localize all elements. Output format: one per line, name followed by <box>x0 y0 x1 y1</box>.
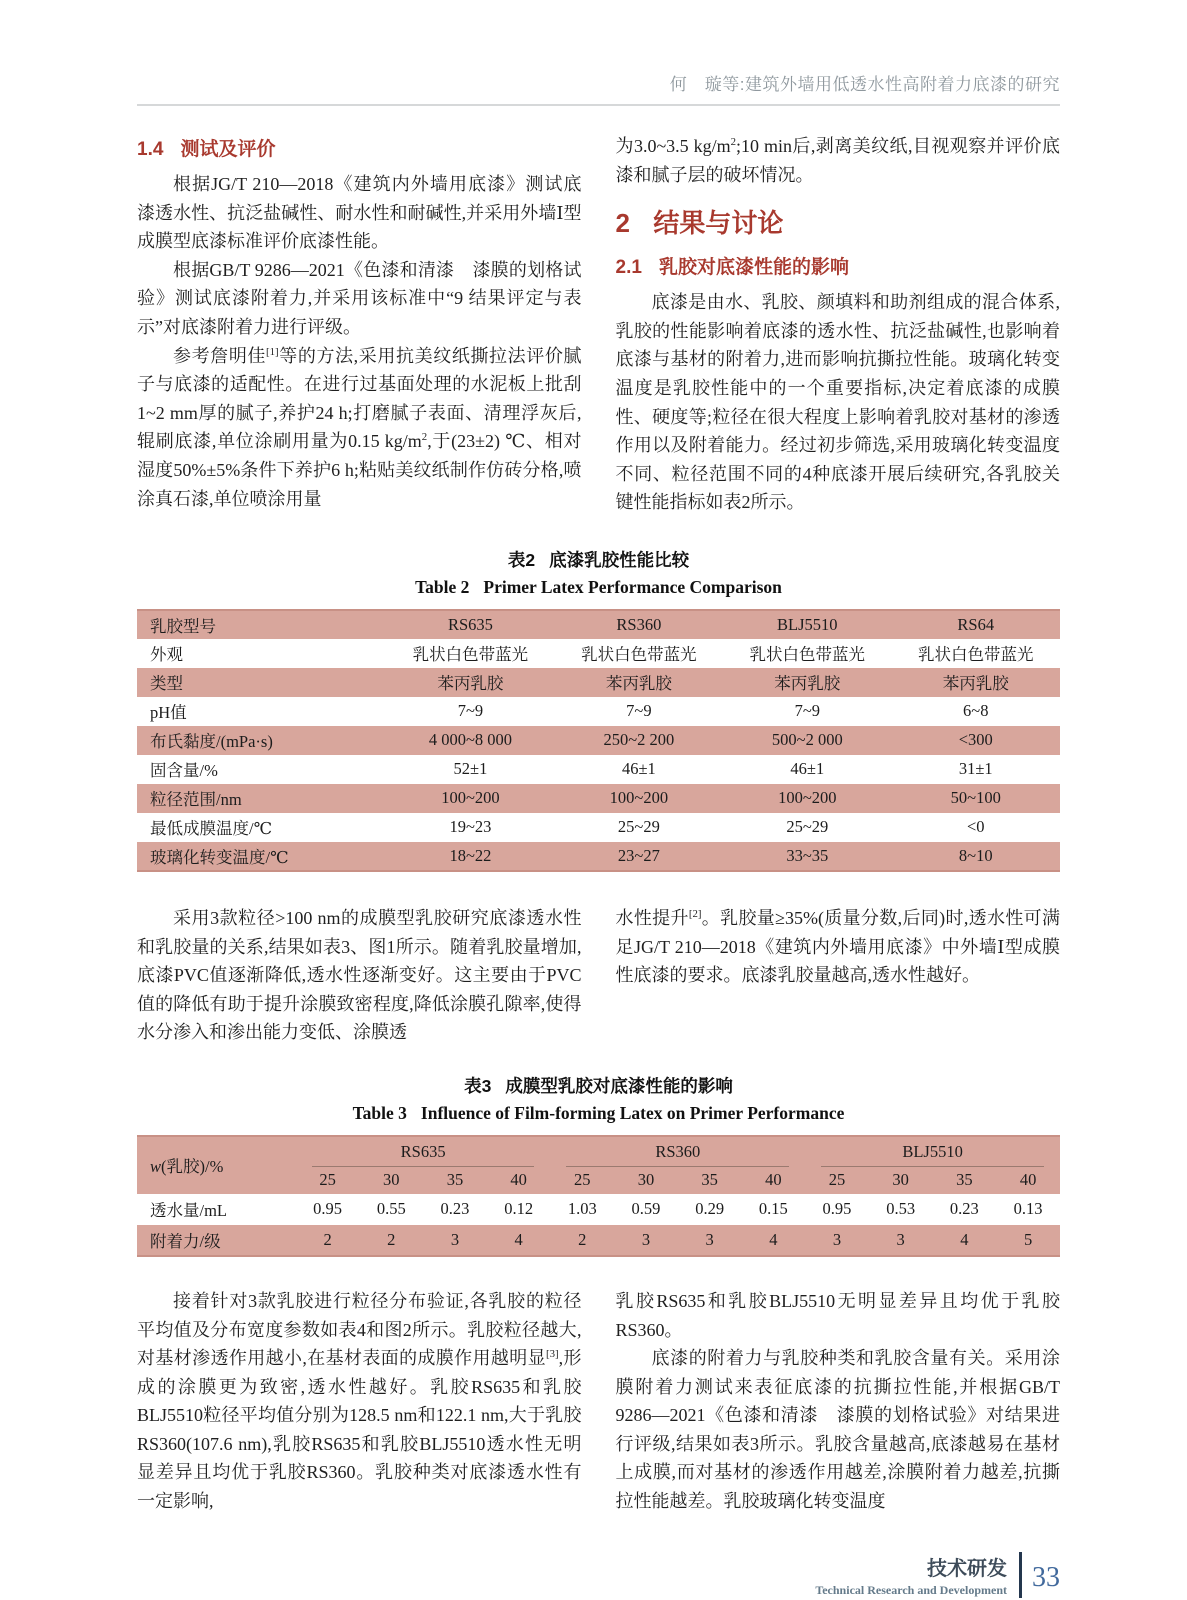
table-row <box>137 842 1060 871</box>
sub-header: 25 <box>805 1167 869 1194</box>
cell: 2 <box>550 1225 614 1256</box>
text-row-1 <box>137 132 1060 517</box>
row-label: 固含量/% <box>150 761 218 781</box>
paragraph-continuation: 为3.0~3.5 $kg/m^2;10$ min后,剥离美纹纸,目视观察并评价底漆和腻子层的破坏情况。 <box>615 136 1060 185</box>
running-title: 何 璇等:建筑外墙用低透水性高附着力底漆的研究 <box>669 75 1060 94</box>
cell: 7~9 <box>457 701 484 721</box>
cell: 0.55 <box>376 1199 406 1219</box>
cell: 3 <box>869 1225 933 1256</box>
table2-block <box>137 547 1060 872</box>
paragraph: 接着针对3款乳胶进行粒径分布验证,各乳胶的粒径平均值及分布宽度参数如表4和图2所示。乳胶粒径越大,对基材渗透作用越小,在基材表面的成膜作用越明显[3],形成的涂膜更为致密,透水性越好。乳胶RS635和乳胶BLJ5510粒径平均值分别为128.5 nm和122.1 nm,大于乳胶RS360(107.6 nm),乳胶RS635和乳胶BLJ5510透水性无明显差异且均优于乳胶RS360。乳胶种类对底漆透水性有一定影响, <box>137 1290 582 1512</box>
cell: RS64 <box>892 610 1060 639</box>
cell: 23~27 <box>555 842 723 871</box>
footer-page-number: 33 <box>1032 1561 1060 1593</box>
sub-header: 40 <box>487 1167 551 1194</box>
column-left <box>137 132 582 517</box>
section-number: 2 <box>615 208 630 239</box>
cell: 2 <box>296 1225 360 1256</box>
cell: 8~10 <box>892 842 1060 871</box>
table-row <box>137 813 1060 842</box>
footer-section-cn: 技术研发 <box>927 1557 1007 1580</box>
paragraph: 采用3款粒径>100 nm的成膜型乳胶研究底漆透水性和乳胶量的关系,结果如表3、图1所示。随着乳胶量增加,底漆PVC值逐渐降低,透水性逐渐变好。这主要由于PVC值的降低有助于提升涂膜致密程度,降低涂膜孔隙率,使得水分渗入和渗出能力变低、涂膜透 <box>137 907 582 1043</box>
cell: 250~2 200 <box>555 726 723 755</box>
table-caption-title: Primer Latex Performance Comparison <box>483 576 782 597</box>
cell: 3 <box>614 1225 678 1256</box>
paragraph: 根据JG/T 210—2018《建筑内外墙用底漆》测试底漆透水性、抗泛盐碱性、耐水性和耐碱性,并采用外墙Ⅰ型成膜型底漆标准评价底漆性能。 <box>137 174 582 252</box>
paragraph: 参考詹明佳[1]等的方法,采用抗美纹纸撕拉法评价腻子与底漆的适配性。在进行过基面处理的水泥板上批刮1~2 mm厚的腻子,养护24 h;打磨腻子表面、清理浮灰后,辊刷底漆,单位涂刷用量为0.15 $kg/m^2$,于(23±2) ℃、相对湿度50%±5%条件下养护6 h;粘贴美纹纸制作仿砖分格,喷涂真石漆,单位喷涂用量 <box>137 345 582 509</box>
row-label: 外观 <box>150 645 183 665</box>
page-footer <box>137 1552 1060 1598</box>
paragraph: 底漆是由水、乳胶、颜填料和助剂组成的混合体系,乳胶的性能影响着底漆的透水性、抗泛盐碱性,也影响着底漆与基材的附着力,进而影响抗撕拉性能。玻璃化转变温度是乳胶性能中的一个重要指标,决定着底漆的成膜性、硬度等;粒径在很大程度上影响着乳胶对基材的渗透作用以及附着能力。经过初步筛选,采用玻璃化转变温度不同、粒径范围不同的4种底漆开展后续研究,各乳胶关键性能指标如表2所示。 <box>615 292 1060 513</box>
column-left <box>137 1287 582 1516</box>
cell: RS635 <box>386 610 554 639</box>
table-row <box>137 784 1060 813</box>
row-label: 附着力/级 <box>137 1225 296 1256</box>
cell: 0.53 <box>886 1199 916 1219</box>
cell: 0.23 <box>440 1199 470 1219</box>
cell: 乳状白色带蓝光 <box>581 645 697 665</box>
cell: 7~9 <box>626 701 652 721</box>
section-title: 乳胶对底漆性能的影响 <box>659 257 850 279</box>
table3-caption-en <box>137 1103 1060 1124</box>
footer-section-labels <box>815 1552 1007 1598</box>
table-caption-label: 表3 <box>464 1075 492 1096</box>
table-row <box>137 755 1060 784</box>
table-header-row <box>137 1136 1060 1167</box>
sub-header: 25 <box>296 1167 360 1194</box>
table-row <box>137 697 1060 726</box>
cell: 6~8 <box>963 701 989 721</box>
cell: 苯丙乳胶 <box>386 668 554 697</box>
cell: 46±1 <box>790 759 825 779</box>
table-caption-label: 表2 <box>507 549 536 570</box>
column-right <box>616 132 1061 517</box>
cell: RS360 <box>555 610 723 639</box>
sub-header: 30 <box>614 1167 678 1194</box>
cell: 18~22 <box>386 842 554 871</box>
cell: 46±1 <box>621 759 656 779</box>
paragraph: 底漆的附着力与乳胶种类和乳胶含量有关。采用涂膜附着力测试来表征底漆的抗撕拉性能,并根据GB/T 9286—2021《色漆和清漆 漆膜的划格试验》对结果进行评级,结果如表3所示。乳胶含量越高,底漆越易在基材上成膜,而对基材的渗透作用越差,涂膜附着力越差,抗撕拉性能越差。乳胶玻璃化转变温度 <box>615 1348 1060 1512</box>
cell: 5 <box>996 1225 1060 1256</box>
cell: 3 <box>805 1225 869 1256</box>
table3-caption-cn <box>137 1073 1060 1098</box>
sub-header: 30 <box>359 1167 423 1194</box>
column-left <box>137 904 582 1047</box>
table-row <box>137 639 1060 668</box>
cell: 4 <box>741 1225 805 1256</box>
group-header: RS635 <box>296 1136 551 1167</box>
row-label: 最低成膜温度/℃ <box>150 819 273 839</box>
cell: 2 <box>359 1225 423 1256</box>
cell: 乳状白色带蓝光 <box>412 645 529 665</box>
cell: 100~200 <box>723 784 891 813</box>
row-label: 类型 <box>137 668 386 697</box>
table-caption-title: 底漆乳胶性能比较 <box>549 549 690 570</box>
cell: 7~9 <box>794 701 821 721</box>
table3-block <box>137 1073 1060 1257</box>
section-title: 测试及评价 <box>180 139 276 160</box>
paragraph: 根据GB/T 9286—2021《色漆和清漆 漆膜的划格试验》测试底漆附着力,并采用该标准中“9 结果评定与表示”对底漆附着力进行评级。 <box>137 259 582 337</box>
section-heading-1-4 <box>137 134 582 161</box>
sub-header: 35 <box>933 1167 997 1194</box>
table2 <box>137 609 1060 872</box>
cell: 3 <box>423 1225 487 1256</box>
table2-caption-en <box>137 577 1060 598</box>
cell: 苯丙乳胶 <box>892 668 1060 697</box>
cell: 0.13 <box>1013 1199 1043 1219</box>
table-row <box>137 668 1060 697</box>
table-row <box>137 726 1060 755</box>
table2-caption-cn <box>137 547 1060 572</box>
cell: 苯丙乳胶 <box>555 668 723 697</box>
cell: 52±1 <box>453 759 488 779</box>
cell: 4 <box>933 1225 997 1256</box>
cell: 4 <box>487 1225 551 1256</box>
text-row-2 <box>137 904 1060 1047</box>
cell: 0.15 <box>758 1199 788 1219</box>
text-row-3 <box>137 1287 1060 1516</box>
cell: <300 <box>892 726 1060 755</box>
section-heading-2-1 <box>616 252 1061 279</box>
column-right <box>616 1287 1061 1516</box>
footer-section-en: Technical Research and Development <box>815 1582 1007 1597</box>
cell: 25~29 <box>786 817 829 837</box>
sub-header: 40 <box>996 1167 1060 1194</box>
table-caption-label: Table 3 <box>352 1102 407 1123</box>
table3-corner-label: w(乳胶)/% <box>137 1136 296 1194</box>
sub-header: 25 <box>550 1167 614 1194</box>
header-rule <box>137 104 1060 106</box>
paragraph-continuation: 乳胶RS635和乳胶BLJ5510无明显差异且均优于乳胶RS360。 <box>615 1290 1060 1340</box>
table-caption-label: Table 2 <box>415 576 470 597</box>
sub-header: 30 <box>869 1167 933 1194</box>
cell: 0.95 <box>313 1199 343 1219</box>
sub-header: 40 <box>741 1167 805 1194</box>
table-row <box>137 1194 1060 1225</box>
column-right <box>616 904 1061 1047</box>
cell: 0.23 <box>949 1199 979 1219</box>
cell: 31±1 <box>958 759 993 779</box>
cell: 乳状白色带蓝光 <box>918 645 1034 665</box>
cell: 3 <box>678 1225 742 1256</box>
table3 <box>137 1135 1060 1257</box>
row-label: pH值 <box>150 703 187 723</box>
section-title: 结果与讨论 <box>653 208 784 239</box>
row-label: 布氏黏度/(mPa·s) <box>137 726 386 755</box>
cell: 0.59 <box>631 1199 661 1219</box>
table-row <box>137 610 1060 639</box>
row-label: 粒径范围/nm <box>137 784 386 813</box>
section-number: 2.1 <box>615 257 642 279</box>
cell: 19~23 <box>449 817 492 837</box>
cell: 500~2 000 <box>723 726 891 755</box>
cell: 100~200 <box>386 784 554 813</box>
cell: 100~200 <box>555 784 723 813</box>
footer-divider <box>1019 1552 1022 1598</box>
cell: 1.03 <box>567 1199 597 1219</box>
cell: 0.95 <box>822 1199 852 1219</box>
cell: 4 000~8 000 <box>386 726 554 755</box>
sub-header: 35 <box>678 1167 742 1194</box>
cell: 50~100 <box>892 784 1060 813</box>
section-number: 1.4 <box>137 139 164 160</box>
sub-header: 35 <box>423 1167 487 1194</box>
cell: 乳状白色带蓝光 <box>749 645 866 665</box>
table-row <box>137 1225 1060 1256</box>
cell: 33~35 <box>723 842 891 871</box>
table-caption-title: 成膜型乳胶对底漆性能的影响 <box>505 1075 733 1096</box>
cell: 0.12 <box>504 1199 534 1219</box>
group-header: RS360 <box>550 1136 805 1167</box>
cell: <0 <box>966 817 985 837</box>
group-header: BLJ5510 <box>805 1136 1060 1167</box>
section-heading-2 <box>616 203 1061 240</box>
table-caption-title: Influence of Film-forming Latex on Primer Performance <box>420 1102 845 1123</box>
row-label: 玻璃化转变温度/℃ <box>137 842 386 871</box>
row-label: 透水量/mL <box>150 1201 227 1221</box>
cell: 苯丙乳胶 <box>723 668 891 697</box>
cell: 0.29 <box>695 1199 725 1219</box>
cell: 25~29 <box>617 817 660 837</box>
row-label: 乳胶型号 <box>137 610 386 639</box>
paragraph-continuation: 水性提升[2]。乳胶量≥35%(质量分数,后同)时,透水性可满足JG/T 210—2018《建筑内外墙用底漆》中外墙Ⅰ型成膜性底漆的要求。底漆乳胶量越高,透水性越好。 <box>615 907 1060 986</box>
cell: BLJ5510 <box>723 610 891 639</box>
